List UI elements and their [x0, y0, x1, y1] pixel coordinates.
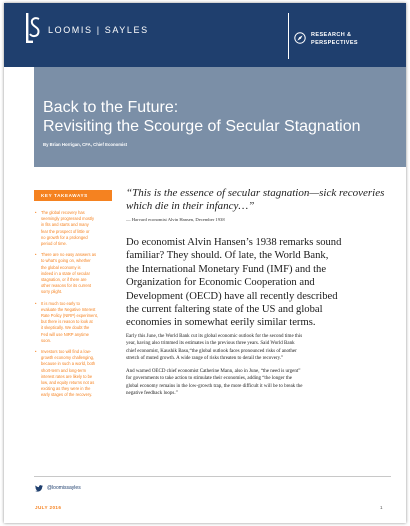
body-paragraph-1: Early this June, the World Bank cut its global economic outlook for the second time this year, having also trimmed its estimates in the previous three years. Said World Bank chief economist, Kaushik Basu,“the global outlook faces pronounced risks of another stretch of muted growth. A wide range of risks threaten to derail the recovery.”	[126, 334, 303, 361]
ls-monogram-icon	[26, 13, 40, 43]
key-takeaways-list	[34, 210, 114, 404]
lead-paragraph: Do economist Alvin Hansen’s 1938 remarks sound familiar? They should. Of late, the World Bank, the International Monetary Fund (IMF) and the Organization for Economic Cooperation and Development (OECD) have all recently described the current faltering state of the US and global economies in somewhat eerily similar terms.	[126, 237, 342, 329]
takeaway-item	[34, 349, 114, 399]
twitter-bird-icon[interactable]	[35, 485, 43, 492]
brand-name: LOOMIS | SAYLES	[48, 25, 149, 35]
takeaway-item	[34, 252, 114, 295]
page-number: 1	[380, 505, 383, 510]
title-line-2: Revisiting the Scourge of Secular Stagnation	[43, 118, 361, 135]
author-byline: By Brian Horrigan, CFA, Chief Economist	[43, 142, 128, 147]
bullet-icon: •	[35, 210, 37, 215]
research-line-2: PERSPECTIVES	[311, 40, 358, 46]
header-divider	[288, 13, 289, 59]
footer-divider	[34, 476, 391, 477]
takeaway-text: The global recovery has seemingly progressed mostly in fits and starts and many fear the prospect of little or no growth for a prolonged period of time.	[41, 210, 95, 247]
title-line-1: Back to the Future:	[43, 99, 179, 116]
key-takeaways-heading: KEY TAKEAWAYS	[34, 190, 112, 201]
takeaway-item	[34, 210, 114, 247]
quote-attribution: — Harvard economist Alvin Hansen, December 1938	[126, 217, 225, 222]
twitter-handle[interactable]: @loomissayles	[47, 485, 81, 491]
takeaway-text: It is much too early to evaluate the Negative Interest Rate Policy (NIRP) experiment, but there is reason to look at it skeptically. We doubt the Fed will use NIRP anytime soon.	[41, 300, 98, 343]
takeaway-text: Investors too will find a low- growth economy challenging, because in such a world, both short-term and long-term interest rates are likely to be low, and equity returns not as exciting as they were in the early stages of the recovery.	[41, 349, 96, 398]
research-line-1: RESEARCH &	[311, 32, 352, 38]
takeaway-text: There are no easy answers as to what's going on, whether the global economy is indeed in a state of secular stagnation, or if there are other reasons for its current sorry plight.	[41, 252, 97, 295]
body-paragraph-2: And warned OECD chief economist Catherine Mann, also in June, “the need is urgent” for governments to take action to stimulate their economies, adding “the longer the global economy remains in the low-growth trap, the more difficult it will be to break the negative feedback loops.”	[126, 369, 303, 396]
takeaway-item	[34, 301, 114, 344]
bullet-icon: •	[35, 252, 37, 258]
title-band	[34, 67, 406, 167]
research-perspectives-label	[311, 31, 358, 47]
bullet-icon: •	[35, 300, 37, 306]
header-band	[4, 3, 406, 67]
publication-date: JULY 2016	[35, 505, 62, 510]
compass-icon	[294, 32, 306, 44]
epigraph-quote: “This is the essence of secular stagnation—sick recoveries which die in their infancy…”	[126, 187, 385, 212]
document-page	[4, 3, 406, 523]
bullet-icon: •	[35, 349, 37, 355]
